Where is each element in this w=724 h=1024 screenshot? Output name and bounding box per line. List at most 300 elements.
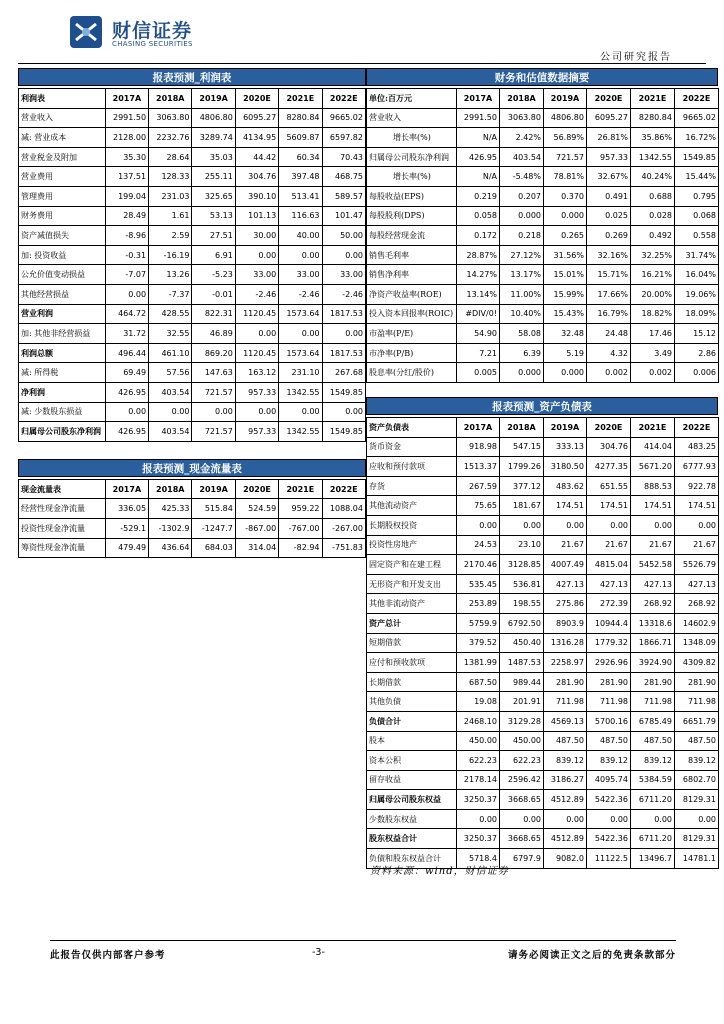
cell-value: -529.1: [105, 518, 148, 538]
table-row: [19, 226, 366, 246]
cell-value: 116.63: [279, 206, 322, 226]
cell-value: 3250.37: [457, 790, 500, 810]
cell-value: 14602.9: [675, 613, 719, 633]
cell-value: 253.89: [457, 594, 500, 614]
cell-value: 468.75: [322, 167, 365, 187]
cell-value: 0.00: [500, 515, 544, 535]
row-label: 增长率(%): [367, 128, 457, 148]
cell-value: 0.00: [149, 402, 192, 422]
column-header-year: 2021E: [631, 89, 675, 109]
cell-value: 403.54: [500, 147, 544, 167]
cell-value: 711.98: [631, 692, 675, 712]
cell-value: 0.025: [587, 206, 631, 226]
cell-value: 33.00: [279, 265, 322, 285]
cell-value: 6651.79: [675, 711, 719, 731]
cell-value: 16.21%: [631, 265, 675, 285]
column-header-year: 2020E: [587, 89, 631, 109]
table-header-row: [367, 418, 719, 438]
column-header-year: 2018A: [500, 418, 544, 438]
cell-value: 2.86: [675, 343, 719, 363]
row-label: 投资性房地产: [367, 535, 457, 555]
table-row: [367, 751, 719, 771]
cell-value: 426.95: [105, 382, 148, 402]
cell-value: 379.52: [457, 633, 500, 653]
cell-value: 147.63: [192, 363, 235, 383]
cell-value: 839.12: [587, 751, 631, 771]
cell-value: 0.000: [544, 363, 587, 383]
cell-value: 27.12%: [500, 245, 544, 265]
cell-value: 0.00: [279, 402, 322, 422]
cell-value: 28.64: [149, 147, 192, 167]
cell-value: 21.67: [675, 535, 719, 555]
cell-value: 70.43: [322, 147, 365, 167]
column-header-year: 2022E: [322, 89, 365, 109]
cell-value: 4007.49: [544, 555, 587, 575]
cell-value: 0.370: [544, 186, 587, 206]
cell-value: 5671.20: [631, 457, 675, 477]
cell-value: 426.95: [457, 147, 500, 167]
column-header-year: 2021E: [631, 418, 675, 438]
cell-value: 0.058: [457, 206, 500, 226]
cell-value: 174.51: [544, 496, 587, 516]
cell-value: 54.90: [457, 324, 500, 344]
cell-value: 255.11: [192, 167, 235, 187]
cell-value: 0.00: [587, 515, 631, 535]
cell-value: 989.44: [500, 672, 544, 692]
cell-value: 6.39: [500, 343, 544, 363]
row-label: 财务费用: [19, 206, 106, 226]
table-row: [19, 265, 366, 285]
table-row: [367, 186, 719, 206]
row-label: 减: 营业成本: [19, 128, 106, 148]
cell-value: 281.90: [544, 672, 587, 692]
table-row: [19, 245, 366, 265]
table-row: [367, 457, 719, 477]
cell-value: -1247.7: [192, 518, 235, 538]
cell-value: 1549.85: [675, 147, 719, 167]
cell-value: 1799.26: [500, 457, 544, 477]
cell-value: 272.39: [587, 594, 631, 614]
table-row: [367, 496, 719, 516]
column-header-year: 2019A: [192, 89, 235, 109]
cell-value: 231.03: [149, 186, 192, 206]
cell-value: 32.16%: [587, 245, 631, 265]
cell-value: 622.23: [457, 751, 500, 771]
cell-value: 2468.10: [457, 711, 500, 731]
cell-value: 6785.49: [631, 711, 675, 731]
cell-value: 5526.79: [675, 555, 719, 575]
cell-value: 0.688: [631, 186, 675, 206]
cell-value: 21.67: [631, 535, 675, 555]
row-label: 短期借款: [367, 633, 457, 653]
table-row: [367, 515, 719, 535]
table-row: [19, 402, 366, 422]
cell-value: 281.90: [675, 672, 719, 692]
income-statement-table: [18, 88, 366, 442]
cell-value: 3250.37: [457, 829, 500, 849]
cell-value: 3063.80: [500, 108, 544, 128]
cell-value: 21.67: [587, 535, 631, 555]
cell-value: 15.99%: [544, 284, 587, 304]
cell-value: 4806.80: [544, 108, 587, 128]
cell-value: 487.50: [675, 731, 719, 751]
cell-value: 651.55: [587, 476, 631, 496]
cell-value: 2926.96: [587, 653, 631, 673]
row-label: 少数股东权益: [367, 809, 457, 829]
cell-value: 4512.89: [544, 790, 587, 810]
table-row: [367, 731, 719, 751]
cell-value: 23.10: [500, 535, 544, 555]
row-label: 归属母公司股东净利润: [367, 147, 457, 167]
cell-value: 13.14%: [457, 284, 500, 304]
cell-value: 13496.7: [631, 849, 675, 869]
cell-value: 78.81%: [544, 167, 587, 187]
row-label: 销售净利率: [367, 265, 457, 285]
cell-value: 622.23: [500, 751, 544, 771]
footer-disclaimer-right: 请务必阅读正文之后的免责条款部分: [507, 950, 676, 961]
cell-value: 1866.71: [631, 633, 675, 653]
cell-value: 450.00: [500, 731, 544, 751]
cell-value: 15.43%: [544, 304, 587, 324]
cell-value: 483.62: [544, 476, 587, 496]
cell-value: 0.028: [631, 206, 675, 226]
row-label: 筹资性现金净流量: [19, 538, 106, 558]
cell-value: 1342.55: [631, 147, 675, 167]
cell-value: 201.91: [500, 692, 544, 712]
table-row: [367, 343, 719, 363]
cell-value: N/A: [457, 128, 500, 148]
cell-value: 2258.97: [544, 653, 587, 673]
page-number: -3-: [312, 947, 325, 958]
table-row: [367, 829, 719, 849]
cell-value: 5422.36: [587, 829, 631, 849]
cell-value: 2232.76: [149, 128, 192, 148]
cell-value: 13.17%: [500, 265, 544, 285]
cell-value: 0.491: [587, 186, 631, 206]
cell-value: -1302.9: [149, 518, 192, 538]
cell-value: 6792.50: [500, 613, 544, 633]
cell-value: 888.53: [631, 476, 675, 496]
row-label: 归属母公司股东权益: [367, 790, 457, 810]
cell-value: 0.00: [631, 515, 675, 535]
row-label: 每股经营现金流: [367, 226, 457, 246]
row-label: 其他经营损益: [19, 284, 106, 304]
row-label: 投入资本回报率(ROIC): [367, 304, 457, 324]
cell-value: 513.41: [279, 186, 322, 206]
cell-value: 304.76: [235, 167, 278, 187]
cell-value: 14.27%: [457, 265, 500, 285]
column-header-year: 2018A: [500, 89, 544, 109]
cell-value: 24.48: [587, 324, 631, 344]
cell-value: 1513.37: [457, 457, 500, 477]
column-header-year: 2022E: [675, 418, 719, 438]
cell-value: -2.46: [235, 284, 278, 304]
table-row: [19, 304, 366, 324]
cell-value: 427.13: [631, 574, 675, 594]
cell-value: 0.00: [544, 809, 587, 829]
cell-value: 427.13: [675, 574, 719, 594]
column-header-year: 2017A: [105, 89, 148, 109]
row-label: 无形资产和开发支出: [367, 574, 457, 594]
cell-value: 32.55: [149, 324, 192, 344]
cell-value: 3668.65: [500, 829, 544, 849]
cell-value: 28.87%: [457, 245, 500, 265]
cell-value: -0.01: [192, 284, 235, 304]
cell-value: 268.92: [631, 594, 675, 614]
cell-value: 461.10: [149, 343, 192, 363]
cell-value: 2991.50: [457, 108, 500, 128]
table-row: [19, 324, 366, 344]
column-header-year: 2022E: [675, 89, 719, 109]
cell-value: 0.006: [675, 363, 719, 383]
cell-value: 60.34: [279, 147, 322, 167]
cell-value: 174.51: [631, 496, 675, 516]
cell-value: 721.57: [192, 422, 235, 442]
cell-value: 0.00: [675, 515, 719, 535]
row-label: 营业利润: [19, 304, 106, 324]
cell-value: 1487.53: [500, 653, 544, 673]
table-row: [367, 324, 719, 344]
cell-value: 487.50: [587, 731, 631, 751]
cell-value: 436.64: [149, 538, 192, 558]
table-row: [19, 128, 366, 148]
cell-value: 3128.85: [500, 555, 544, 575]
cell-value: 33.00: [322, 265, 365, 285]
column-header-year: 2021E: [279, 89, 322, 109]
cell-value: 2991.50: [105, 108, 148, 128]
cell-value: 425.33: [149, 499, 192, 519]
cell-value: 0.00: [235, 245, 278, 265]
cell-value: 15.71%: [587, 265, 631, 285]
cell-value: 267.59: [457, 476, 500, 496]
cell-value: 199.04: [105, 186, 148, 206]
row-label: 长期借款: [367, 672, 457, 692]
column-header-year: 2020E: [235, 479, 278, 499]
header-divider: [18, 63, 706, 64]
cell-value: 17.46: [631, 324, 675, 344]
cell-value: 3289.74: [192, 128, 235, 148]
cell-value: 535.45: [457, 574, 500, 594]
cell-value: 14781.1: [675, 849, 719, 869]
cell-value: 0.207: [500, 186, 544, 206]
row-label: 其他非流动资产: [367, 594, 457, 614]
cell-value: -767.00: [279, 518, 322, 538]
cell-value: 0.002: [631, 363, 675, 383]
row-label: 公允价值变动损益: [19, 265, 106, 285]
row-label: 营业收入: [367, 108, 457, 128]
table-row: [367, 711, 719, 731]
row-label: 股本: [367, 731, 457, 751]
cell-value: 3.49: [631, 343, 675, 363]
column-header-year: 2017A: [457, 89, 500, 109]
cell-value: 957.33: [235, 382, 278, 402]
cell-value: 17.66%: [587, 284, 631, 304]
cell-value: 0.00: [192, 402, 235, 422]
cell-value: -7.37: [149, 284, 192, 304]
cell-value: 163.12: [235, 363, 278, 383]
cell-value: 2128.00: [105, 128, 148, 148]
cell-value: 15.12: [675, 324, 719, 344]
cell-value: 428.55: [149, 304, 192, 324]
income-statement-title: 报表预测_利润表: [18, 68, 366, 86]
cell-value: 314.04: [235, 538, 278, 558]
cell-value: 19.06%: [675, 284, 719, 304]
cell-value: 1573.64: [279, 343, 322, 363]
cell-value: 8903.9: [544, 613, 587, 633]
column-header-label: 单位:百万元: [367, 89, 457, 109]
table-row: [367, 147, 719, 167]
cell-value: 721.57: [192, 382, 235, 402]
cell-value: #DIV/0!: [457, 304, 500, 324]
row-label: 增长率(%): [367, 167, 457, 187]
cell-value: 16.72%: [675, 128, 719, 148]
cell-value: 0.00: [675, 809, 719, 829]
cell-value: 464.72: [105, 304, 148, 324]
cell-value: 281.90: [587, 672, 631, 692]
cell-value: 2170.46: [457, 555, 500, 575]
cell-value: 75.65: [457, 496, 500, 516]
cell-value: 0.00: [631, 809, 675, 829]
row-label: 营业费用: [19, 167, 106, 187]
cell-value: 1549.85: [322, 382, 365, 402]
column-header-year: 2017A: [457, 418, 500, 438]
row-label: 管理费用: [19, 186, 106, 206]
cell-value: 4512.89: [544, 829, 587, 849]
column-header-label: 现金流量表: [19, 479, 106, 499]
column-header-year: 2017A: [105, 479, 148, 499]
cell-value: 918.98: [457, 437, 500, 457]
cell-value: 839.12: [631, 751, 675, 771]
column-header-year: 2018A: [149, 479, 192, 499]
cell-value: 18.82%: [631, 304, 675, 324]
cell-value: 16.04%: [675, 265, 719, 285]
table-row: [367, 535, 719, 555]
cell-value: 0.00: [500, 809, 544, 829]
cell-value: 304.76: [587, 437, 631, 457]
row-label: 资本公积: [367, 751, 457, 771]
row-label: 股息率(分红/股价): [367, 363, 457, 383]
row-label: 资产总计: [367, 613, 457, 633]
cell-value: 427.13: [544, 574, 587, 594]
cell-value: 5759.9: [457, 613, 500, 633]
cell-value: 4277.35: [587, 457, 631, 477]
row-label: 投资性现金净流量: [19, 518, 106, 538]
cell-value: -5.23: [192, 265, 235, 285]
table-row: [19, 167, 366, 187]
footer-disclaimer-left: 此报告仅供内部客户参考: [50, 950, 166, 961]
row-label: 其他负债: [367, 692, 457, 712]
cell-value: 35.03: [192, 147, 235, 167]
cell-value: 3668.65: [500, 790, 544, 810]
cell-value: 333.13: [544, 437, 587, 457]
cell-value: 21.67: [544, 535, 587, 555]
cell-value: 5384.59: [631, 770, 675, 790]
cell-value: 711.98: [587, 692, 631, 712]
cell-value: 1120.45: [235, 343, 278, 363]
cell-value: 20.00%: [631, 284, 675, 304]
logo-mark-icon: [68, 14, 104, 50]
cell-value: 711.98: [544, 692, 587, 712]
cell-value: 1779.32: [587, 633, 631, 653]
cell-value: 536.81: [500, 574, 544, 594]
cell-value: 69.49: [105, 363, 148, 383]
cell-value: 6711.20: [631, 790, 675, 810]
table-row: [19, 518, 366, 538]
cell-value: 547.15: [500, 437, 544, 457]
cell-value: -867.00: [235, 518, 278, 538]
cell-value: 8280.84: [631, 108, 675, 128]
cell-value: 426.95: [105, 422, 148, 442]
cell-value: 9082.0: [544, 849, 587, 869]
column-header-year: 2018A: [149, 89, 192, 109]
cell-value: 0.00: [544, 515, 587, 535]
cell-value: 1316.28: [544, 633, 587, 653]
balance-sheet-title: 报表预测_资产负债表: [366, 397, 718, 415]
cell-value: 33.00: [235, 265, 278, 285]
cell-value: 487.50: [631, 731, 675, 751]
cell-value: 403.54: [149, 422, 192, 442]
table-row: [19, 206, 366, 226]
row-label: 净利润: [19, 382, 106, 402]
cell-value: 44.42: [235, 147, 278, 167]
cell-value: 50.00: [322, 226, 365, 246]
row-label: 长期股权投资: [367, 515, 457, 535]
cell-value: 589.57: [322, 186, 365, 206]
cell-value: 32.67%: [587, 167, 631, 187]
cell-value: 2.59: [149, 226, 192, 246]
cell-value: 1817.53: [322, 304, 365, 324]
cell-value: 275.86: [544, 594, 587, 614]
row-label: 每股收益(EPS): [367, 186, 457, 206]
cell-value: 4.32: [587, 343, 631, 363]
column-header-label: 资产负债表: [367, 418, 457, 438]
cell-value: 16.79%: [587, 304, 631, 324]
cell-value: 11.00%: [500, 284, 544, 304]
cell-value: 0.00: [322, 324, 365, 344]
cell-value: 11122.5: [587, 849, 631, 869]
cell-value: 30.00: [235, 226, 278, 246]
table-row: [367, 633, 719, 653]
cell-value: 0.00: [457, 809, 500, 829]
cell-value: 4815.04: [587, 555, 631, 575]
cell-value: 0.269: [587, 226, 631, 246]
cell-value: 3129.28: [500, 711, 544, 731]
table-row: [19, 363, 366, 383]
cell-value: 403.54: [149, 382, 192, 402]
valuation-summary-title: 财务和估值数据摘要: [366, 68, 718, 86]
cell-value: 450.00: [457, 731, 500, 751]
cell-value: 0.172: [457, 226, 500, 246]
row-label: 利润总额: [19, 343, 106, 363]
table-row: [367, 476, 719, 496]
cell-value: -751.83: [322, 538, 365, 558]
row-label: 固定资产和在建工程: [367, 555, 457, 575]
table-row: [367, 790, 719, 810]
cell-value: 1088.04: [322, 499, 365, 519]
cell-value: 684.03: [192, 538, 235, 558]
row-label: 加: 其他非经营损益: [19, 324, 106, 344]
cell-value: 10944.4: [587, 613, 631, 633]
cell-value: 24.53: [457, 535, 500, 555]
cell-value: 0.00: [105, 284, 148, 304]
cell-value: 58.08: [500, 324, 544, 344]
cell-value: 1342.55: [279, 382, 322, 402]
cell-value: 281.90: [631, 672, 675, 692]
row-label: 归属母公司股东净利润: [19, 422, 106, 442]
cell-value: 56.89%: [544, 128, 587, 148]
cell-value: 35.30: [105, 147, 148, 167]
cell-value: 4095.74: [587, 770, 631, 790]
